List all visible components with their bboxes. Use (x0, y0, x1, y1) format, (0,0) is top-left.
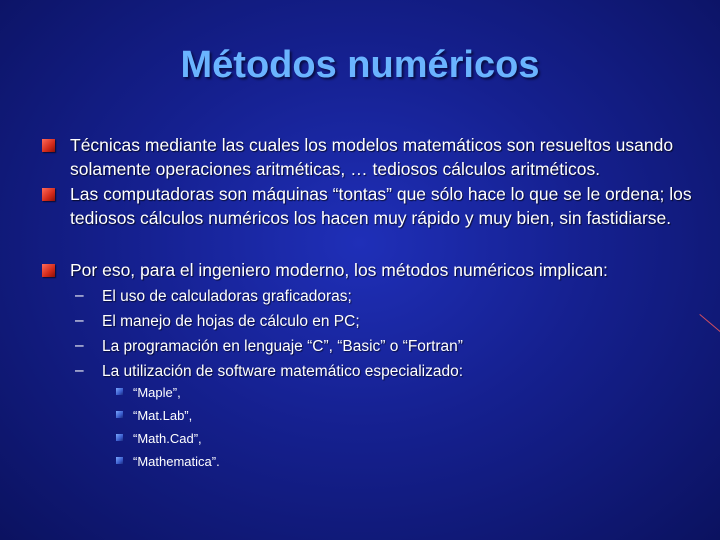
sub-sub-bullet-marker (116, 388, 123, 395)
dash-marker: – (75, 362, 84, 379)
bullet-marker (42, 264, 55, 277)
slide-title: Métodos numéricos (180, 44, 540, 86)
sub-sub-bullet-item: “Mathematica”. (133, 454, 220, 469)
bullet-item: Técnicas mediante las cuales los modelos matemáticos son resueltos usando solamente operaciones aritméticas, … tediosos cálculos aritméticos. (70, 135, 674, 179)
sub-bullet-item: El manejo de hojas de cálculo en PC; (102, 313, 360, 330)
sub-sub-bullet-item: “Math.Cad”, (133, 431, 202, 446)
sub-bullet-item: El uso de calculadoras graficadoras; (102, 288, 352, 305)
dash-marker: – (75, 337, 84, 354)
sub-sub-bullet-item: “Mat.Lab”, (133, 408, 193, 423)
dash-marker: – (75, 312, 84, 329)
sub-bullet-item: La utilización de software matemático especializado: (102, 363, 463, 380)
sub-sub-bullet-item: “Maple”, (133, 385, 181, 400)
sub-sub-bullet-marker (116, 457, 123, 464)
decorative-line (699, 314, 720, 340)
sub-sub-bullet-marker (116, 411, 123, 418)
bullet-marker (42, 188, 55, 201)
sub-bullet-item: La programación en lenguaje “C”, “Basic” o “Fortran” (102, 338, 463, 355)
dash-marker: – (75, 287, 84, 304)
bullet-marker (42, 139, 55, 152)
bullet-item: Por eso, para el ingeniero moderno, los métodos numéricos implican: (70, 260, 608, 280)
bullet-item: Las computadoras son máquinas “tontas” que sólo hace lo que se le ordena; los tediosos cálculos numéricos los hacen muy rápido y muy bien, sin fastidiarse. (70, 184, 692, 228)
sub-sub-bullet-marker (116, 434, 123, 441)
